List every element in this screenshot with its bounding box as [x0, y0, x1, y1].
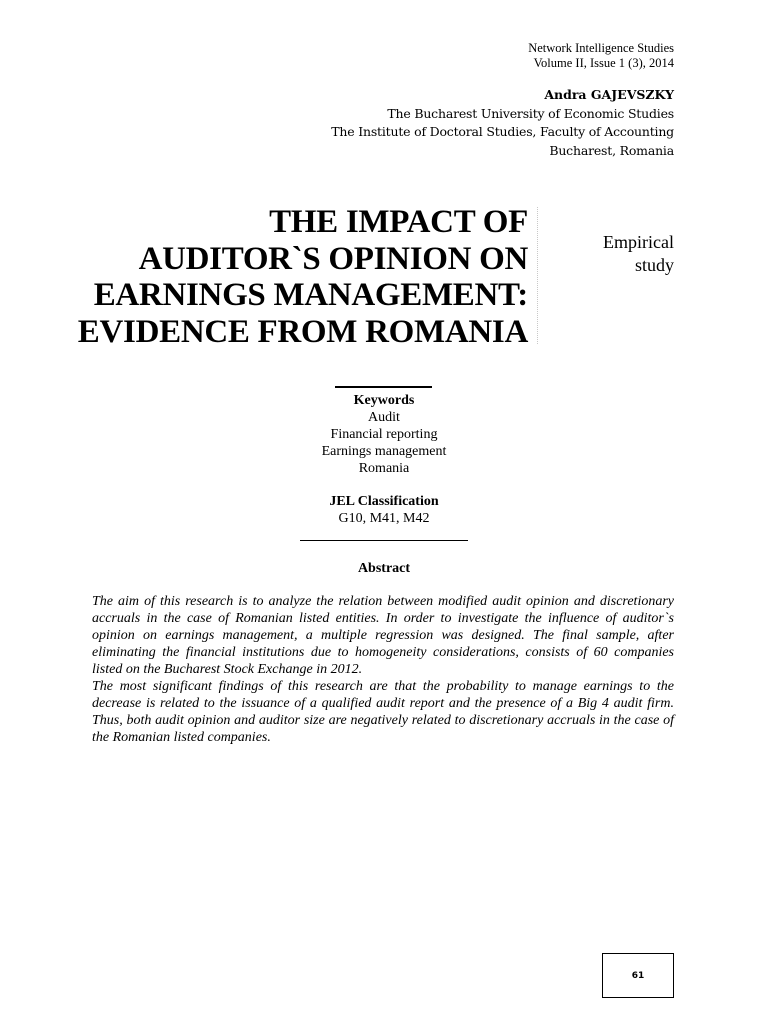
keyword-item: Audit [368, 410, 400, 425]
keyword-item: Earnings management [321, 444, 447, 459]
keywords-top-rule [335, 386, 432, 388]
keywords-block [234, 392, 534, 477]
keyword-item: Romania [358, 461, 410, 476]
paper-title [60, 204, 528, 350]
author-block [331, 86, 674, 160]
abstract-paragraph: The aim of this research is to analyze the relation between modified audit opinion and discretionary accruals in the case of Romanian listed entities. In order to investigate the influence of auditor`s opinion on earnings management, a multiple regression was designed. The final sample, after eliminating the financial institutions due to homogeneity considerations, consists of 60 companies listed on the Bucharest Stock Exchange in 2012. [92, 594, 674, 677]
paper-title-line: AUDITOR`S OPINION ON [138, 240, 528, 277]
jel-classification-block [234, 493, 534, 527]
author-affiliation-location: Bucharest, Romania [549, 142, 674, 158]
keyword-item: Financial reporting [330, 427, 438, 442]
jel-codes: G10, M41, M42 [338, 511, 430, 526]
journal-name: Network Intelligence Studies [528, 41, 674, 55]
paper-title-line: THE IMPACT OF [269, 204, 528, 240]
abstract-heading: Abstract [357, 561, 411, 576]
jel-bottom-rule [300, 540, 468, 541]
study-type [554, 231, 674, 277]
study-type-line: Empirical [603, 232, 674, 252]
page-number: 61 [602, 953, 674, 998]
keywords-heading: Keywords [353, 393, 415, 408]
abstract-body [92, 593, 674, 746]
author-affiliation-university: The Bucharest University of Economic Studies [387, 105, 674, 121]
author-name: Andra GAJEVSZKY [544, 87, 674, 102]
jel-heading: JEL Classification [329, 494, 439, 509]
paper-title-line: EVIDENCE FROM ROMANIA [77, 313, 528, 350]
paper-title-line: EARNINGS MANAGEMENT: [93, 277, 528, 313]
title-divider [537, 207, 538, 344]
journal-issue: Volume II, Issue 1 (3), 2014 [533, 56, 674, 70]
author-affiliation-institute: The Institute of Doctoral Studies, Faculty of Accounting [331, 124, 674, 139]
journal-header [528, 41, 674, 71]
study-type-line: study [634, 255, 674, 275]
abstract-paragraph: The most significant findings of this research are that the probability to manage earnings to the decrease is related to the issuance of a qualified audit report and the presence of a Big 4 audit firm. Thus, both audit opinion and auditor size are negatively related to discretionary accruals in the case of the Romanian listed companies. [92, 679, 674, 745]
